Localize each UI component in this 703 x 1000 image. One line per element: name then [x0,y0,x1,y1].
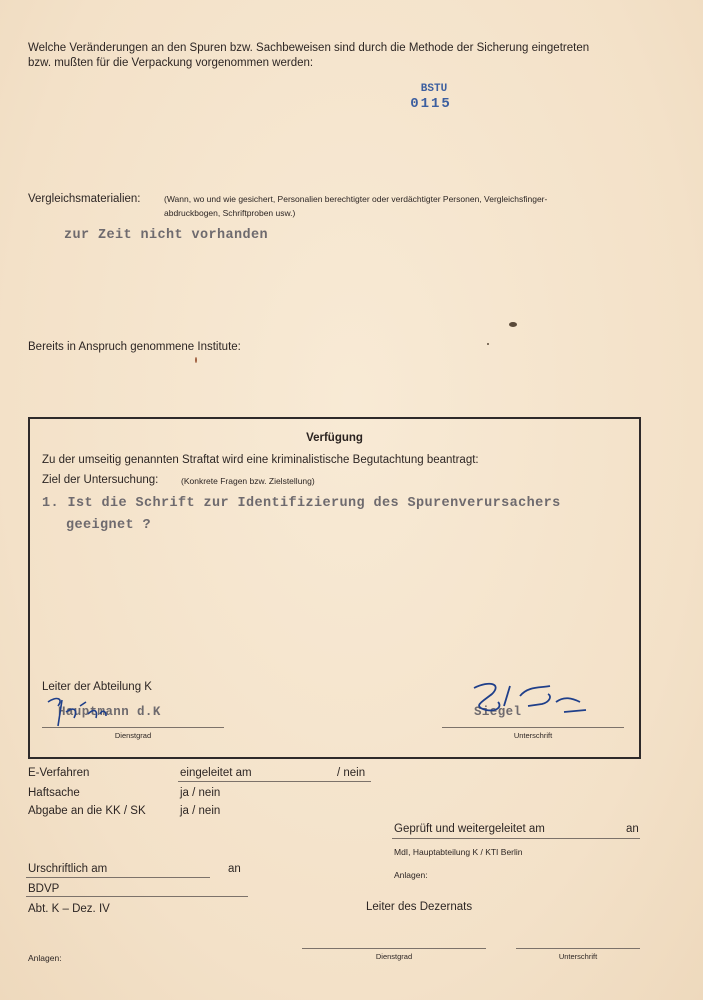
e-verfahren-label: E-Verfahren [28,767,90,779]
unterschrift-label-box: Unterschrift [513,731,553,740]
urschriftlich-an: an [228,863,241,875]
mdi-text: MdI, Hauptabteilung K / KTI Berlin [394,847,523,857]
bstu-stamp-label: BSTU [420,83,448,95]
paper-speck [195,357,197,363]
handwritten-signature [468,676,592,722]
abt-label: Abt. K – Dez. IV [28,903,110,915]
ziel-hint: (Konkrete Fragen bzw. Zielstellung) [181,476,315,486]
question-line-2: bzw. mußten für die Verpackung vorgenommen werden: [28,57,314,69]
abgabe-label: Abgabe an die KK / SK [28,805,146,817]
bdvp: BDVP [28,883,60,895]
urschriftlich-line [26,877,210,878]
verfuegung-title: Verfügung [306,432,363,444]
ziel-typed-line-1: 1. Ist die Schrift zur Identifizierung des Spurenverursachers [42,496,561,511]
paper-speck [509,322,517,327]
urschriftlich-label: Urschriftlich am [28,863,108,875]
unterschrift-line-bottom [516,948,640,949]
bdvp-line [26,896,248,897]
anlagen-left: Anlagen: [28,953,62,963]
ziel-label: Ziel der Untersuchung: [42,474,159,486]
unterschrift-label-bottom: Unterschrift [558,952,598,961]
haftsache-label: Haftsache [28,787,80,799]
institute-label: Bereits in Anspruch genommene Institute: [28,341,241,353]
typed-name: Siegel [474,705,522,719]
vergleich-hint-1: (Wann, wo und wie gesichert, Personalien berechtigter oder verdächtigter Personen, Vergleichsfinger- [164,194,548,204]
dienstgrad-label-box: Dienstgrad [114,731,152,740]
anlagen-right: Anlagen: [394,870,428,880]
dienstgrad-label-bottom: Dienstgrad [375,952,413,961]
leiter-dezernat: Leiter des Dezernats [366,901,473,913]
dienstgrad-line-box [42,727,224,728]
paper-speck [487,343,489,345]
vergleich-typed-value: zur Zeit nicht vorhanden [64,228,269,243]
bstu-stamp-number: 0115 [410,96,452,112]
typed-rank: Hauptmann d.K [58,705,161,719]
haftsache-value: ja / nein [180,787,221,799]
vergleich-label: Vergleichsmaterialien: [28,193,141,205]
verfuegung-intro: Zu der umseitig genannten Straftat wird eine kriminalistische Begutachtung beantragt: [42,454,479,466]
vergleich-hint-2: abdruckbogen, Schriftproben usw.) [164,208,296,218]
abgabe-value: ja / nein [180,805,221,817]
leiter-label: Leiter der Abteilung K [42,681,152,693]
e-verfahren-option: / nein [337,767,366,779]
ziel-typed-line-2: geeignet ? [66,518,152,533]
dienstgrad-line-bottom [302,948,486,949]
e-verfahren-value: eingeleitet am [180,767,252,779]
geprueft-an: an [626,823,639,835]
geprueft-label: Geprüft und weitergeleitet am [394,823,545,835]
geprueft-line [392,838,640,839]
unterschrift-line-box [442,727,624,728]
e-verfahren-line [178,781,371,782]
handwritten-rank-scribble [44,692,124,732]
question-line-1: Welche Veränderungen an den Spuren bzw. Sachbeweisen sind durch die Methode der Sicherung eingetreten [28,42,590,54]
